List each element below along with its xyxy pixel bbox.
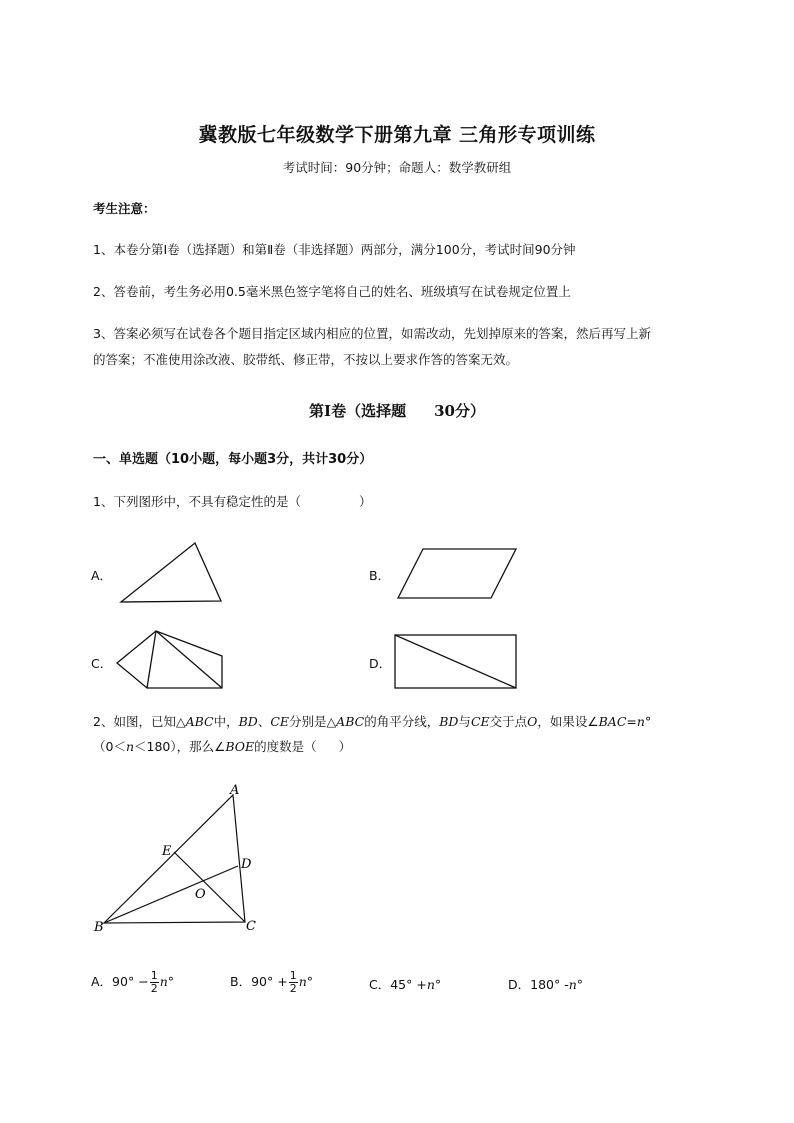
triangle-shape: [121, 543, 221, 602]
q2-text: 与: [458, 714, 471, 729]
q2-text: ）: [338, 739, 352, 754]
section-title-a: 第I卷（选择题: [309, 402, 407, 420]
q2-text: 交于点: [489, 714, 528, 729]
notice-item-3-cont: 的答案；不准使用涂改液、胶带纸、修正带，不按以上要求作答的答案无效。: [93, 352, 519, 367]
q2-degree: °: [434, 977, 442, 992]
fraction-numerator: 1: [289, 969, 297, 982]
q1-option-a-label[interactable]: A．: [91, 568, 113, 583]
label-d: D: [241, 857, 252, 872]
bisector-ce: [174, 852, 245, 922]
q1-figure-rectangle: [392, 632, 520, 692]
q2-degree: °: [167, 974, 174, 989]
notice-heading: 考生注意：: [93, 201, 156, 216]
q2-text: 2、如图，已知△: [93, 714, 186, 729]
q2-option-a-text: A．90°: [91, 974, 135, 989]
q2-var-abc: ABC: [336, 714, 365, 729]
fraction-numerator: 1: [150, 969, 158, 982]
parallelogram-shape: [398, 549, 516, 598]
q1-option-b-label[interactable]: B．: [369, 568, 391, 583]
q2-option-b-op: +: [277, 974, 288, 989]
section-title-b: 30分）: [434, 402, 485, 420]
notice-item-1: 1、本卷分第I卷（选择题）和第Ⅱ卷（非选择题）两部分，满分100分，考试时间90分钟: [93, 242, 576, 257]
q2-stem-line-1: [93, 712, 651, 732]
q2-text: 的角平分线，: [364, 714, 440, 729]
q2-option-d-op: -: [564, 977, 569, 992]
q2-option-d[interactable]: [508, 975, 583, 993]
q1-figure-pentagon: [112, 626, 228, 694]
q2-option-c-text: C．45°: [369, 977, 413, 992]
label-c: C: [246, 919, 256, 934]
section-title: [0, 400, 794, 421]
fraction-denominator: 2: [289, 982, 297, 995]
q2-text: 分别是△: [289, 714, 337, 729]
q1-stem: [93, 492, 371, 512]
q2-var-n: n: [568, 977, 577, 992]
label-b: B: [94, 920, 104, 935]
q2-text: 的度数是（: [254, 739, 317, 754]
part-heading: 一、单选题（10小题，每小题3分，共计30分）: [93, 452, 373, 467]
q2-var-n: n: [636, 714, 645, 729]
q2-text: °: [644, 714, 652, 729]
q1-stem-b: ）: [358, 494, 372, 509]
pentagon-shape: [117, 631, 222, 688]
q2-var-bd: BD: [439, 714, 459, 729]
triangle-abc: [104, 795, 245, 923]
q1-stem-a: 1、下列图形中，不具有稳定性的是（: [93, 494, 301, 509]
q2-var-n: n: [159, 974, 168, 989]
q2-text: =: [626, 714, 637, 729]
q2-degree: °: [576, 977, 584, 992]
q2-option-a-op: −: [138, 974, 149, 989]
q2-var-bd: BD: [238, 714, 258, 729]
pentagon-diagonal-2: [156, 631, 222, 688]
q2-var-ce: CE: [470, 714, 490, 729]
q1-option-d-label[interactable]: D．: [369, 656, 392, 671]
q2-text: （0＜: [93, 739, 126, 754]
label-a: A: [230, 783, 240, 798]
page-title: 冀教版七年级数学下册第九章 三角形专项训练: [198, 124, 596, 146]
q1-figure-triangle: [115, 538, 227, 608]
q2-option-c-op: +: [416, 977, 427, 992]
q2-text: ＜180），那么∠: [134, 739, 226, 754]
q2-degree: °: [306, 974, 314, 989]
q1-option-c-label[interactable]: C．: [91, 656, 113, 671]
q2-text: 、: [257, 714, 271, 729]
q2-var-bac: BAC: [598, 714, 627, 729]
q2-var-o: O: [527, 714, 538, 729]
notice-item-3: 3、答案必须写在试卷各个题目指定区域内相应的位置，如需改动，先划掉原来的答案，然后再写上新: [93, 326, 651, 341]
rectangle-diagonal: [395, 635, 516, 688]
q2-var-abc: ABC: [185, 714, 214, 729]
fraction-denominator: 2: [150, 982, 158, 995]
q2-var-n: n: [298, 974, 307, 989]
label-e: E: [162, 844, 172, 859]
q2-option-b-fraction: [289, 970, 298, 995]
q2-text: ，如果设∠: [537, 714, 599, 729]
q2-var-n: n: [426, 977, 435, 992]
q2-option-c[interactable]: [369, 975, 441, 993]
notice-item-2: 2、答卷前，考生务必用0.5毫米黑色签字笔将自己的姓名、班级填写在试卷规定位置上: [93, 284, 571, 299]
q2-stem-line-2: [93, 737, 351, 757]
label-o: O: [195, 887, 206, 902]
q2-option-b[interactable]: [230, 970, 313, 995]
q2-text: 中，: [213, 714, 239, 729]
q2-var-n: n: [125, 739, 135, 754]
q1-figure-parallelogram: [393, 545, 521, 603]
pentagon-diagonal-1: [147, 631, 156, 688]
q2-option-a[interactable]: [91, 970, 174, 995]
q2-option-d-text: D．180°: [508, 977, 561, 992]
q2-var-boe: BOE: [225, 739, 255, 754]
q2-option-a-fraction: [150, 970, 159, 995]
q2-var-ce: CE: [270, 714, 290, 729]
exam-subtitle: 考试时间：90分钟；命题人：数学教研组: [282, 160, 512, 175]
q2-triangle-figure: [88, 780, 268, 940]
q2-option-b-text: B．90°: [230, 974, 274, 989]
